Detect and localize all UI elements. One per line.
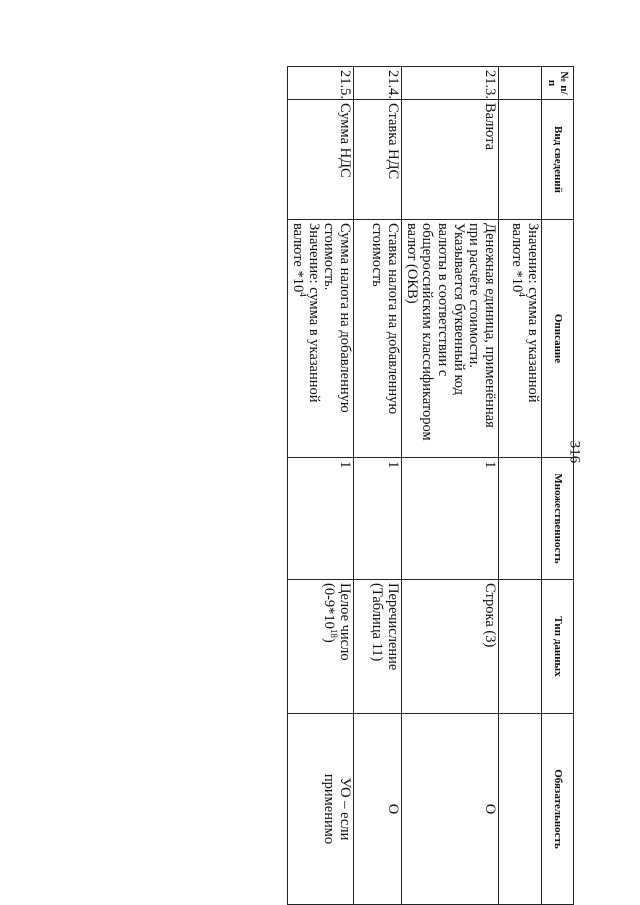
cell-required <box>354 714 402 905</box>
type-line: Перечисление <box>385 583 402 671</box>
type-line: Строка (3) <box>482 583 498 648</box>
table-row <box>402 67 499 905</box>
table-header-row <box>542 67 574 905</box>
cell-num <box>499 67 542 100</box>
cell-required <box>288 714 354 905</box>
desc-line: валют (ОКВ) <box>403 223 420 304</box>
cell-multiplicity: 1 <box>402 458 499 580</box>
cell-kind: Сумма НДС <box>288 100 354 220</box>
cell-data-type <box>402 580 499 714</box>
data-table <box>287 66 574 905</box>
cell-kind: Валюта <box>402 100 499 220</box>
cell-multiplicity: 1 <box>288 458 354 580</box>
desc-line: стоимость. <box>321 223 338 291</box>
superscript: 4 <box>297 292 308 297</box>
cell-required <box>402 714 499 905</box>
cell-description <box>402 220 499 458</box>
type-line: $(0-9*10^{18})$ <box>321 583 340 643</box>
cell-data-type <box>499 580 542 714</box>
desc-line: валюте $*10^4$ <box>509 223 528 297</box>
superscript: 4 <box>517 292 528 297</box>
cell-multiplicity: 1 <box>354 458 402 580</box>
req-line: О <box>385 803 402 815</box>
req-line: УО – если <box>337 777 354 841</box>
cell-num: 21.4. <box>354 67 402 100</box>
cell-description <box>354 220 402 458</box>
desc-line: стоимость <box>369 223 386 287</box>
cell-description <box>288 220 354 458</box>
header-kind: Вид сведений <box>542 100 574 220</box>
req-line: применимо <box>321 773 338 845</box>
table-row-continuation <box>499 67 542 905</box>
rotated-table-container <box>290 66 574 904</box>
req-line: О <box>482 803 498 815</box>
header-data-type: Тип данных <box>542 580 574 714</box>
desc-line: общероссийским классификатором <box>419 223 436 441</box>
cell-required <box>499 714 542 905</box>
cell-num: 21.5. <box>288 67 354 100</box>
cell-data-type <box>354 580 402 714</box>
cell-kind: Ставка НДС <box>354 100 402 220</box>
header-required: Обязательность <box>542 714 574 905</box>
desc-line: Сумма налога на добавленную <box>337 223 354 413</box>
table-row <box>288 67 354 905</box>
header-num: № п/п <box>542 67 574 100</box>
cell-kind <box>499 100 542 220</box>
table-row <box>354 67 402 905</box>
desc-line: валюте $*10^4$ <box>290 223 308 297</box>
cell-description <box>499 220 542 458</box>
header-multiplicity: Множественность <box>542 458 574 580</box>
cell-num: 21.3. <box>402 67 499 100</box>
header-description: Описание <box>542 220 574 458</box>
desc-line: при расчёте стоимости. <box>466 223 483 368</box>
desc-line: Значение: сумма в указанной <box>525 223 541 403</box>
cell-multiplicity <box>499 458 542 580</box>
cell-data-type <box>288 580 354 714</box>
page-number: 316 <box>566 440 583 464</box>
desc-line: валюты в соответствии с <box>435 223 452 377</box>
desc-line: Денежная единица, применённая <box>482 223 498 428</box>
desc-line: Ставка налога на добавленную <box>385 223 402 415</box>
desc-line: Указывается буквенный код <box>450 223 467 395</box>
superscript: 18 <box>329 628 340 638</box>
desc-line: Значение: сумма в указанной <box>305 223 322 403</box>
type-line: Целое число <box>337 583 354 661</box>
type-line: (Таблица 11) <box>369 583 386 662</box>
